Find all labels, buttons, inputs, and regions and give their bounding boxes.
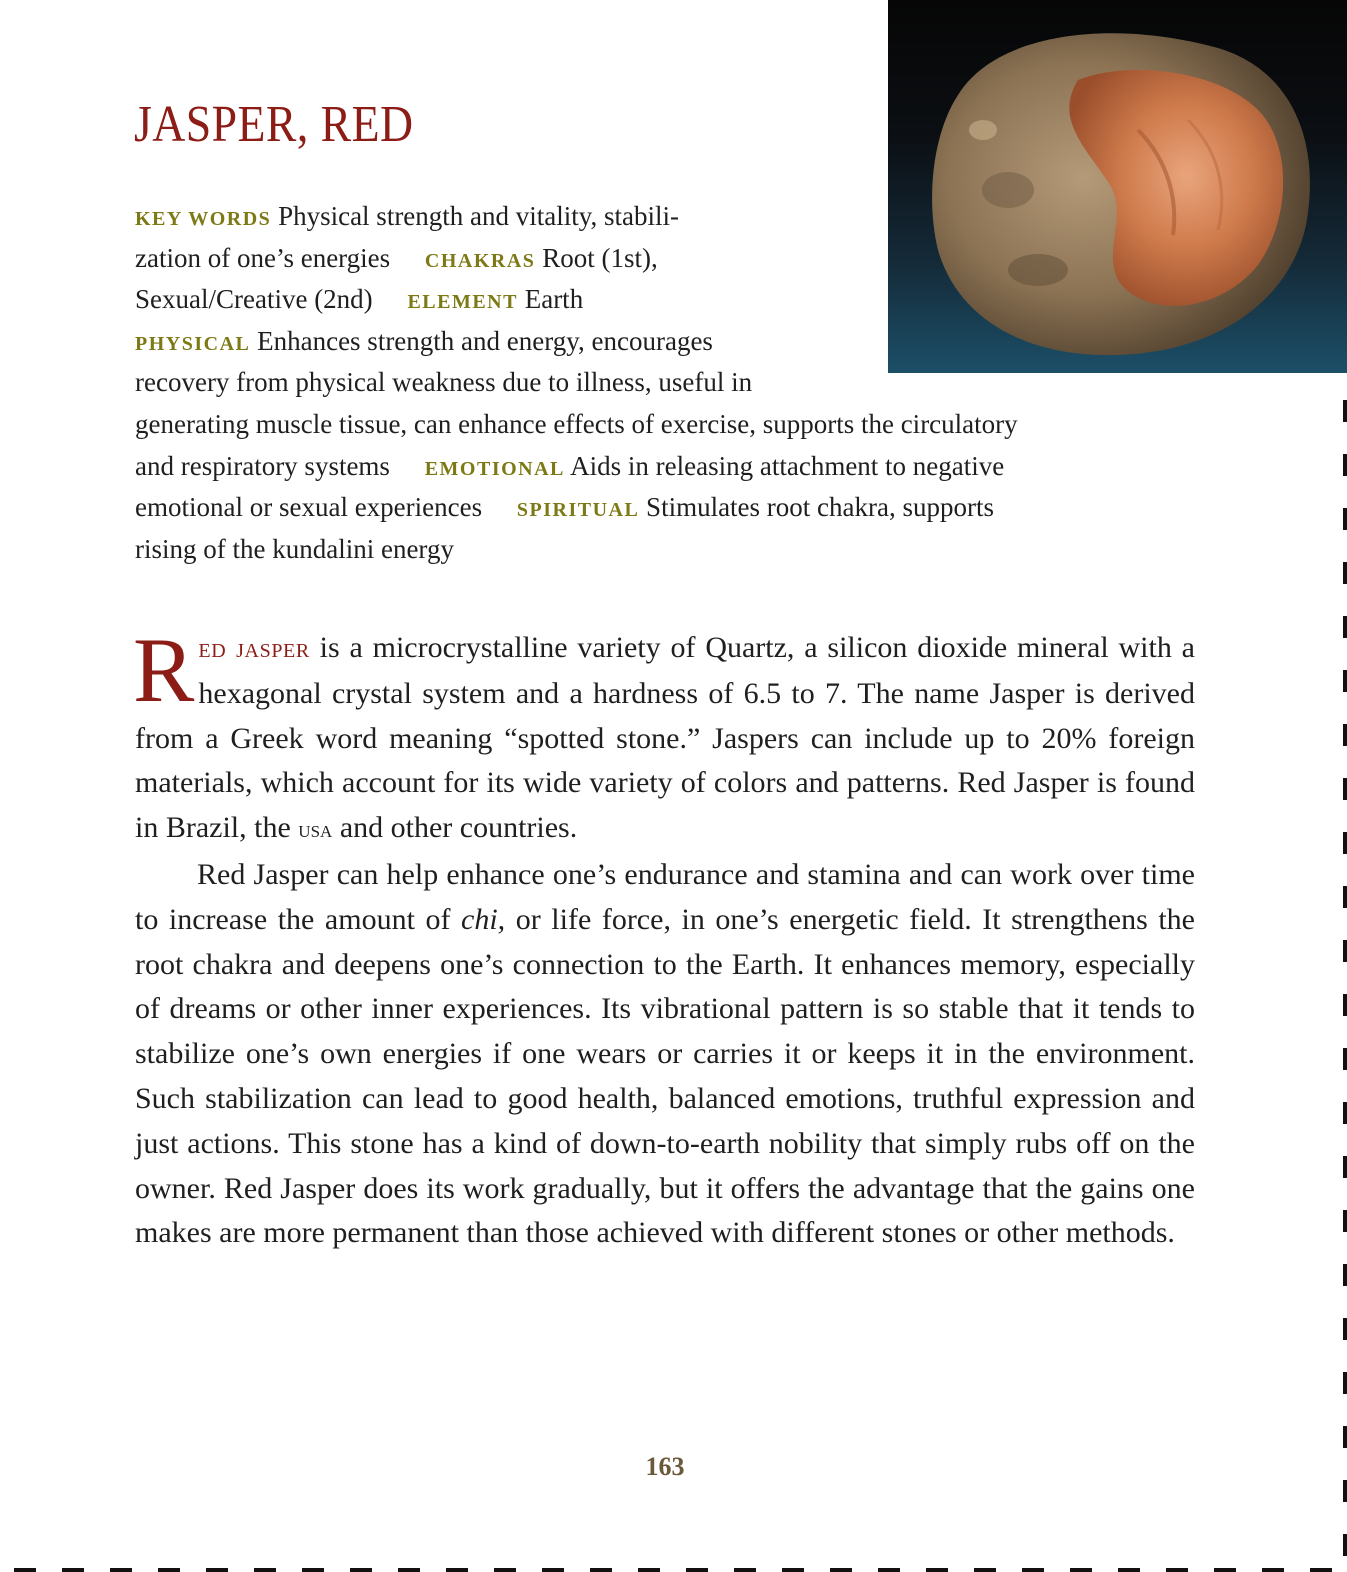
properties-line bbox=[135, 196, 1018, 238]
physical-text: generating muscle tissue, can enhance effects of exercise, supports the circulatory bbox=[135, 408, 1018, 439]
paragraph bbox=[135, 853, 1195, 1256]
crop-marks-bottom bbox=[0, 1564, 1347, 1572]
properties-line bbox=[135, 362, 1018, 404]
paragraph bbox=[133, 619, 1195, 853]
key-words-text: zation of one’s energies bbox=[135, 242, 391, 273]
drop-cap: R bbox=[133, 619, 195, 721]
spiritual-label: SPIRITUAL bbox=[516, 499, 640, 522]
properties-line bbox=[135, 321, 1018, 363]
emotional-label: EMOTIONAL bbox=[424, 457, 565, 480]
physical-text: and respiratory systems bbox=[135, 450, 390, 481]
emotional-text: Aids in releasing attachment to negative bbox=[570, 450, 1005, 481]
spiritual-text: Stimulates root chakra, supports bbox=[646, 492, 994, 523]
emotional-text: emotional or sexual experiences bbox=[135, 492, 483, 523]
paragraph-text: or life force, in one’s energetic field. It strengthens the root chakra and deepens one’s connection to the Earth. It enhances memory, especially of dreams or other inner experiences. Its vibrational pattern is so stable that it tends to stabilize one’s own energies if one wears or carries it or keeps it in the environment. Such stabilization can lead to good health, balanced emotions, truthful expression and just actions. This stone has a kind of down-to-earth nobility that simply rubs off on the owner. Red Jasper does its work gradually, but it offers the advantage that the gains one makes are more permanent than those achieved with different stones or other methods. bbox=[135, 902, 1195, 1250]
body-text bbox=[133, 619, 1195, 1256]
key-words-label: KEY WORDS bbox=[135, 208, 272, 230]
properties-line bbox=[135, 529, 1018, 571]
page-title: JASPER, RED bbox=[134, 96, 414, 153]
physical-label: PHYSICAL bbox=[135, 332, 251, 355]
chakras-text: Sexual/Creative (2nd) bbox=[135, 284, 373, 315]
properties-block bbox=[135, 196, 1018, 570]
element-text: Earth bbox=[524, 284, 584, 315]
properties-line bbox=[135, 238, 1018, 280]
chakras-text: Root (1st), bbox=[542, 242, 658, 273]
key-words-text: Physical strength and vitality, stabili- bbox=[278, 201, 680, 231]
spiritual-text: rising of the kundalini energy bbox=[135, 533, 454, 564]
chakras-label: CHAKRAS bbox=[424, 249, 536, 272]
italic-term: chi, bbox=[461, 902, 506, 936]
properties-line bbox=[135, 279, 1018, 321]
properties-line bbox=[135, 404, 1018, 446]
properties-line bbox=[135, 487, 1018, 529]
paragraph-text: and other countries. bbox=[332, 811, 578, 845]
physical-text: recovery from physical weakness due to illness, useful in bbox=[135, 367, 753, 398]
abbreviation: usa bbox=[298, 817, 333, 844]
physical-text: Enhances strength and energy, encourages bbox=[257, 325, 713, 356]
paragraph-text: Red Jasper can help enhance one’s endurance and stamina and can work over time to increase the amount of bbox=[135, 857, 1195, 936]
properties-line bbox=[135, 446, 1018, 488]
paragraph-text: is a microcrystalline variety of Quartz, a silicon dioxide mineral with a hexagonal crystal system and a hardness of 6.5 to 7. The name Jasper is derived from a Greek word meaning “spotted stone.” Jaspers can include up to 20% foreign materials, which account for its wide variety of colors and patterns. Red Jasper is found in Brazil, the bbox=[135, 631, 1195, 845]
lead-in: ed jasper bbox=[198, 633, 310, 664]
page-number: 163 bbox=[645, 1452, 685, 1481]
element-label: ELEMENT bbox=[407, 291, 518, 314]
